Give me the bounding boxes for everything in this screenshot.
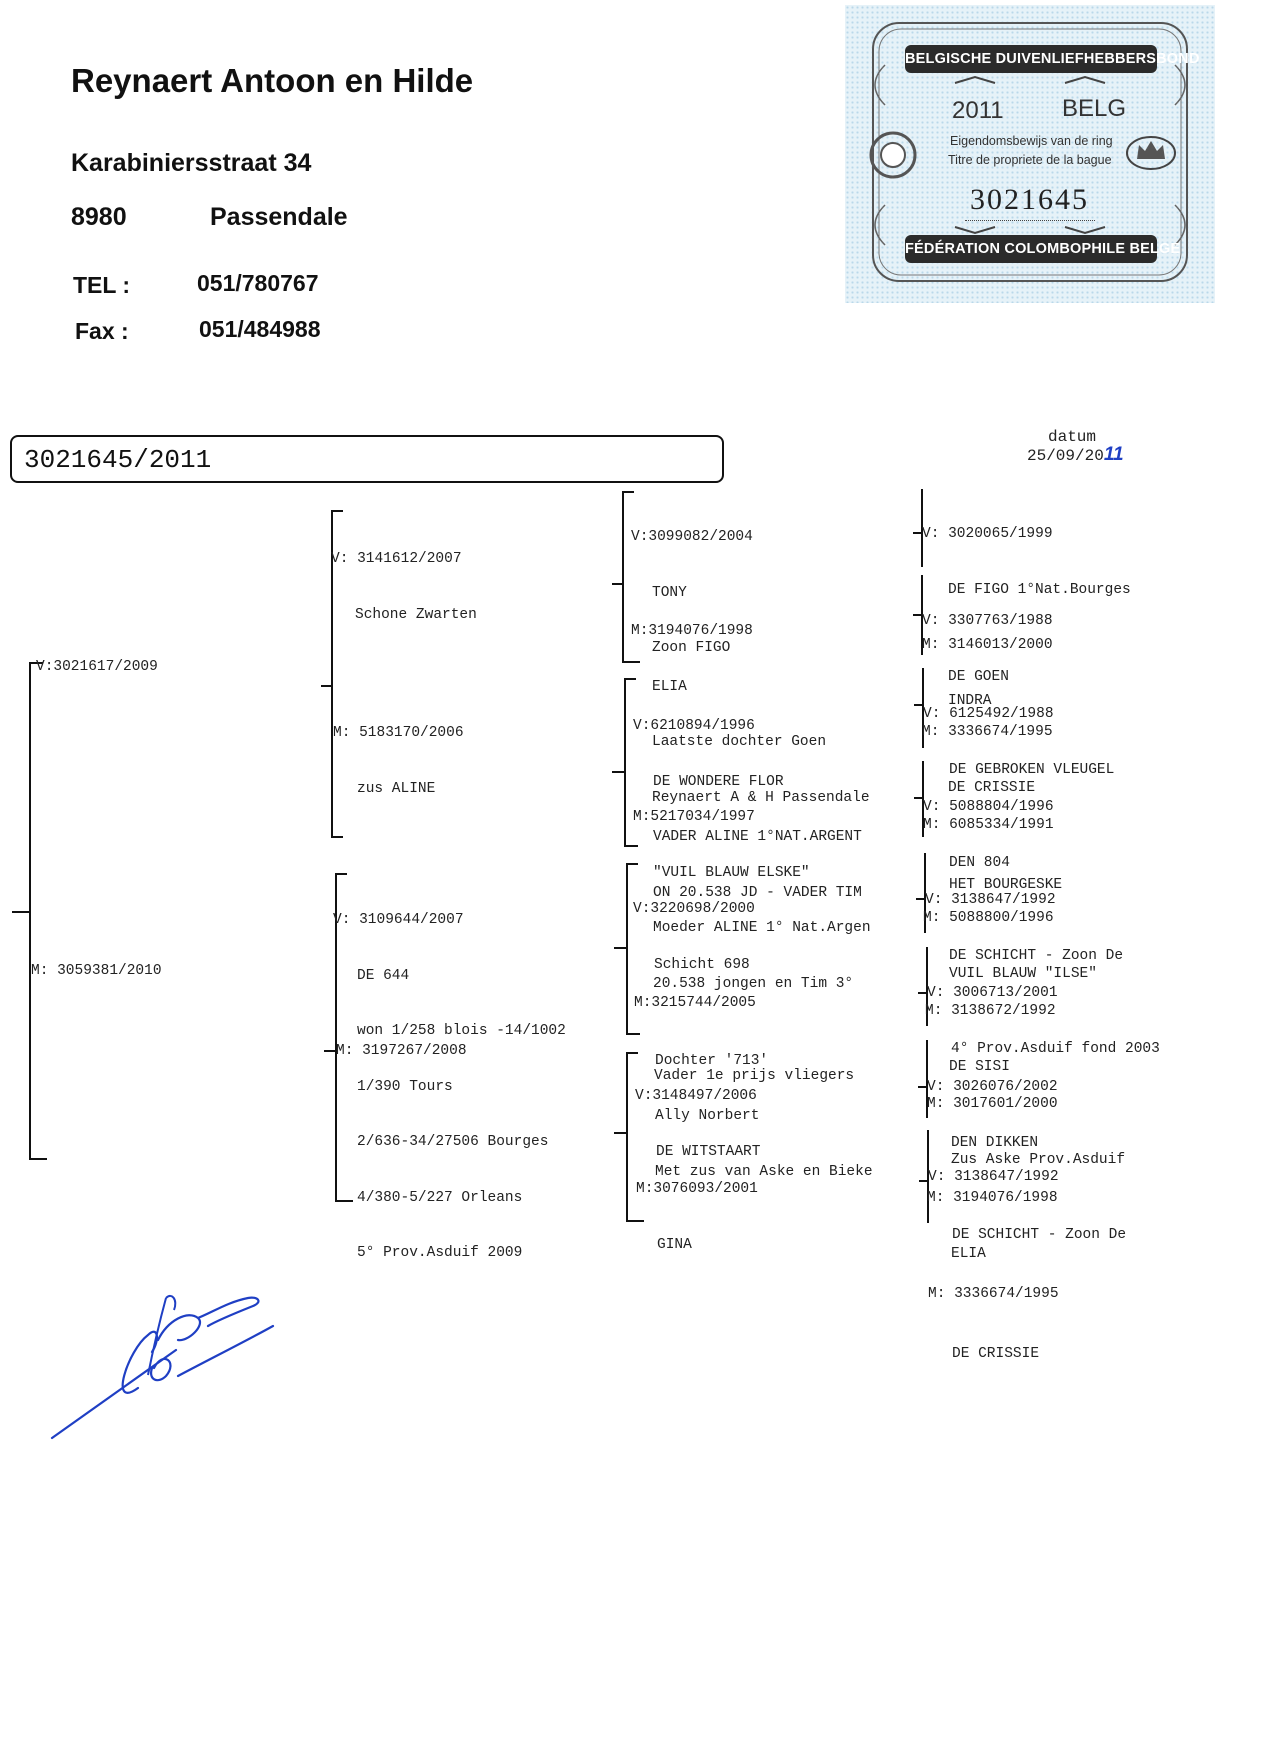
gen4-dam-name: Zus Aske Prov.Asduif	[951, 1151, 1126, 1168]
date-value	[1027, 446, 1124, 466]
gen3-line: Vader 1e prijs vliegers	[654, 1067, 855, 1084]
tel-value: 051/780767	[197, 270, 319, 296]
gen4-dam-name: VUIL BLAUW "ILSE"	[949, 965, 1097, 982]
card-ring-number: 3021645	[970, 183, 1089, 216]
card-bottom-banner: FÉDÉRATION COLOMBOPHILE BELGE	[905, 235, 1157, 263]
gen3-line: Laatste dochter Goen	[652, 734, 827, 750]
gen4-bracket-4-stub	[914, 797, 922, 799]
gen2-dam-ring: M: 5183170/2006	[333, 725, 464, 741]
gen3-line: Met zus van Aske en Bieke	[655, 1163, 873, 1180]
gen3-bracket-1	[622, 491, 624, 663]
owner-street: Karabiniersstraat 34	[71, 149, 312, 177]
gen3-bracket-2-stub	[612, 771, 624, 773]
gen4-sire-name: DEN 804	[949, 854, 1010, 871]
gen3-line: 20.538 jongen en Tim 3°	[653, 975, 854, 992]
gen3-line: "VUIL BLAUW ELSKE"	[653, 864, 810, 881]
gen2-damsire-line: DE 644	[357, 967, 410, 984]
gen4-dam-ring: M: 3194076/1998	[927, 1190, 1058, 1206]
gen4-dam-ring: M: 6085334/1991	[923, 817, 1054, 833]
gen4-dam-name: ELIA	[951, 1245, 986, 1262]
fax-label: Fax :	[75, 318, 129, 344]
gen3-ring: V:6210894/1996	[633, 718, 755, 734]
card-year: 2011	[952, 97, 1004, 124]
gen1-stub	[12, 911, 29, 913]
gen4-sire-ring: V: 6125492/1988	[923, 706, 1054, 722]
gen3-bracket-3	[626, 863, 628, 1035]
gen3-ring: M:3215744/2005	[634, 995, 756, 1011]
gen2-sire-name: Schone Zwarten	[355, 606, 477, 623]
gen4-sire-name: DE SCHICHT - Zoon De	[952, 1226, 1127, 1243]
gen2-sire-ring: V: 3141612/2007	[331, 551, 462, 567]
gen3-bracket-2	[624, 678, 626, 847]
gen2-damsire-block	[333, 874, 566, 1281]
gen3-ring: M:5217034/1997	[633, 809, 755, 825]
gen2-damsire-line: 4/380-5/227 Orleans	[357, 1189, 523, 1206]
gen4-sire-name: DEN DIKKEN	[951, 1134, 1039, 1151]
gen2-damsire-line: 2/636-34/27506 Bourges	[357, 1134, 549, 1150]
gen4-sire-ring: V: 3138647/1992	[925, 892, 1056, 908]
date-printed: 25/09/20	[1027, 447, 1104, 465]
gen3-bracket-3-stub	[614, 947, 626, 949]
gen3-ring: M:3076093/2001	[636, 1181, 758, 1197]
card-number-underline	[965, 220, 1095, 222]
gen2-top-tick-a	[331, 510, 343, 512]
card-ownership-line-fr: Titre de propriete de la bague	[948, 153, 1112, 167]
gen4-sire-name: DE GOEN	[948, 668, 1009, 685]
gen2-damsire-line: won 1/258 blois -14/1002	[357, 1023, 566, 1039]
gen3-line: Zoon FIGO	[652, 640, 731, 656]
owner-city: Passendale	[210, 203, 348, 231]
ring-number-box	[10, 435, 724, 483]
gen4-bracket-8-stub	[919, 1180, 927, 1182]
gen4-dam-name: DE CRISSIE	[948, 779, 1036, 796]
gen2-sire-block	[331, 513, 477, 643]
gen4-sire-ring: V: 3006713/2001	[927, 985, 1058, 1001]
gen3-line: Schicht 698	[654, 956, 750, 973]
gen2-top-tick-b	[331, 836, 343, 838]
sire-ring: V:3021617/2009	[36, 659, 158, 675]
gen4-dam-name: HET BOURGESKE	[949, 876, 1063, 893]
card-top-banner: BELGISCHE DUIVENLIEFHEBBERSBOND	[905, 45, 1157, 73]
dam-ring: M: 3059381/2010	[31, 963, 162, 979]
gen4-sire-ring: V: 3020065/1999	[922, 526, 1053, 542]
gen4-bracket-2-stub	[913, 614, 921, 616]
gen4-dam-name: INDRA	[948, 692, 992, 709]
card-country: BELG	[1062, 95, 1127, 122]
gen4-entry	[928, 1131, 1126, 1382]
gen4-sire-ring: V: 3307763/1988	[922, 613, 1053, 629]
gen3-line: DE WONDERE FLOR	[653, 773, 784, 790]
gen2-top-stub	[321, 685, 331, 687]
gen4-dam-ring: M: 3017601/2000	[927, 1096, 1058, 1112]
gen3-line: ON 20.538 JD - VADER TIM	[653, 884, 862, 901]
gen4-dam-ring: M: 3336674/1995	[928, 1286, 1059, 1302]
gen3-line: Dochter '713'	[655, 1052, 769, 1069]
gen3-bracket-4	[626, 1052, 628, 1222]
owner-name: Reynaert Antoon en Hilde	[71, 62, 474, 99]
gen4-dam-name: DE CRISSIE	[952, 1345, 1040, 1362]
crown-icon	[1125, 133, 1177, 173]
gen2-damsire-line: 5° Prov.Asduif 2009	[357, 1245, 523, 1261]
tel-label: TEL :	[73, 272, 131, 298]
gen3-entry	[636, 1143, 761, 1273]
gen4-bracket-3-stub	[914, 704, 922, 706]
gen4-sire-ring: V: 5088804/1996	[923, 799, 1054, 815]
pedigree-ring-number: 3021645/2011	[24, 445, 212, 475]
date-label: datum	[1048, 428, 1097, 446]
gen3-bracket-1-stub	[612, 583, 622, 585]
date-handwritten: 11	[1103, 444, 1124, 465]
gen3-ring: V:3148497/2006	[635, 1088, 757, 1104]
gen3-ring: V:3099082/2004	[631, 529, 753, 545]
gen3-line: Reynaert A & H Passendale	[652, 789, 870, 806]
gen3-line: DE WITSTAART	[656, 1143, 761, 1160]
gen4-sire-name: DE FIGO 1°Nat.Bourges	[948, 581, 1131, 598]
gen2-damsire-line: 1/390 Tours	[357, 1078, 453, 1095]
gen4-dam-ring: M: 3336674/1995	[922, 724, 1053, 740]
gen4-sire-name: 4° Prov.Asduif fond 2003	[951, 1040, 1160, 1057]
gen2-damsire-ring: V: 3109644/2007	[333, 912, 464, 928]
ring-ownership-card	[845, 5, 1215, 303]
gen4-sire-ring: V: 3026076/2002	[927, 1079, 1058, 1095]
gen2-dam-block	[333, 687, 464, 817]
gen4-dam-ring: M: 3146013/2000	[922, 637, 1053, 653]
fax-value: 051/484988	[199, 316, 321, 342]
gen4-dam-name: DE SISI	[949, 1058, 1010, 1075]
gen4-sire-name: DE SCHICHT - Zoon De	[949, 947, 1124, 964]
gen1-bracket	[29, 662, 31, 1160]
gen2-dam-name: zus ALINE	[357, 780, 436, 797]
gen3-ring: M:3194076/1998	[631, 623, 753, 639]
gen3-line: TONY	[652, 584, 687, 601]
gen3-ring: V:3220698/2000	[633, 901, 755, 917]
gen3-line: ELIA	[652, 678, 687, 695]
owner-postcode: 8980	[71, 203, 127, 231]
gen4-sire-ring: V: 3138647/1992	[928, 1169, 1059, 1185]
signature-icon	[48, 1280, 278, 1445]
gen1-bottom-tick	[29, 1158, 47, 1160]
gen3-line: VADER ALINE 1°NAT.ARGENT	[653, 829, 862, 845]
gen4-dam-ring: M: 5088800/1996	[923, 910, 1054, 926]
card-ownership-line-nl: Eigendomsbewijs van de ring	[950, 134, 1113, 148]
gen2-damdam-ring: M: 3197267/2008	[336, 1043, 467, 1059]
gen4-sire-name: DE GEBROKEN VLEUGEL	[949, 761, 1115, 778]
gen3-line: Moeder ALINE 1° Nat.Argen	[653, 920, 871, 936]
gen4-dam-ring: M: 3138672/1992	[925, 1003, 1056, 1019]
gen3-line: GINA	[657, 1236, 692, 1253]
gen4-bracket-1-stub	[913, 532, 921, 534]
gen3-line: Ally Norbert	[655, 1108, 760, 1124]
gen3-bracket-4-stub	[614, 1132, 626, 1134]
